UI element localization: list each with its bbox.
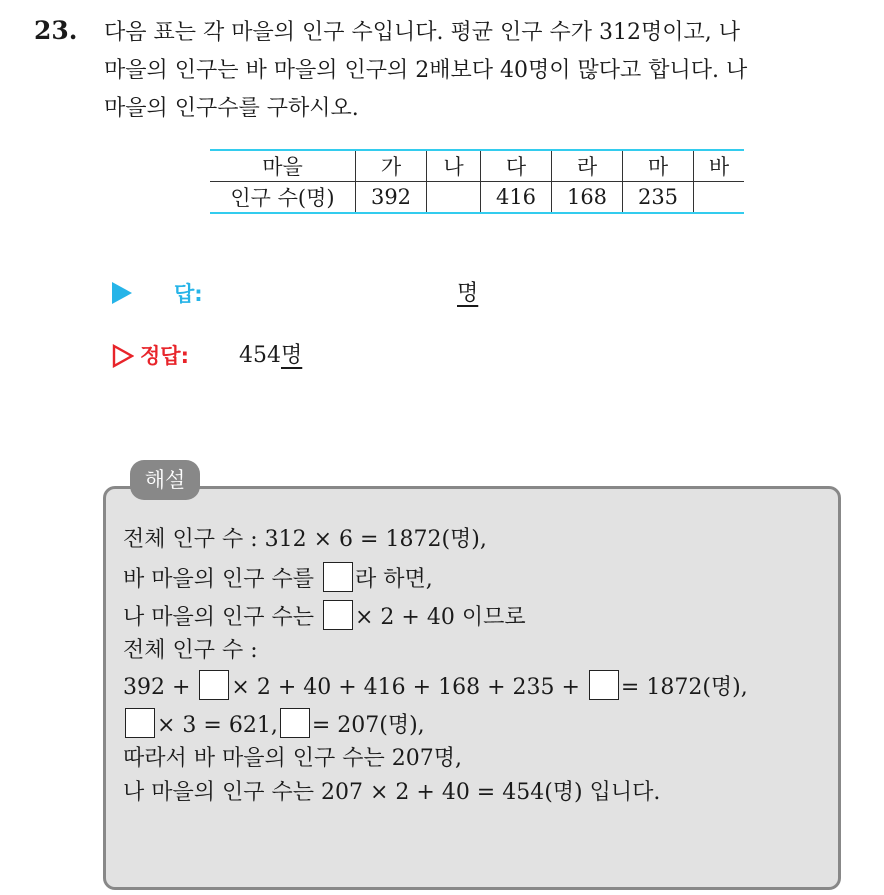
explanation-text: × 2 + 40 이므로	[355, 605, 526, 630]
table-header-row	[210, 150, 744, 182]
explanation-text: 라 하면,	[355, 567, 433, 592]
table-header-cell: 다	[481, 150, 552, 182]
correct-answer-unit: 명	[281, 343, 303, 368]
explanation-content	[123, 520, 833, 810]
table-header-cell: 마	[623, 150, 694, 182]
answer-unit: 명	[457, 281, 479, 306]
question-text	[104, 14, 874, 128]
table-cell	[694, 182, 745, 214]
table-header-cell: 마을	[210, 150, 356, 182]
explanation-text: 바 마을의 인구 수를	[123, 567, 314, 592]
outline-triangle-icon	[112, 344, 134, 368]
explanation-text: = 1872(명),	[620, 675, 748, 700]
explanation-line-4: 전체 인구 수 :	[123, 638, 258, 663]
blank-box	[589, 670, 619, 700]
table-cell: 392	[356, 182, 427, 214]
table-cell: 인구 수(명)	[210, 182, 356, 214]
correct-answer-number: 454	[239, 343, 281, 368]
table-cell: 168	[552, 182, 623, 214]
explanation-line-2	[123, 560, 833, 600]
answer-label: 답:	[174, 282, 203, 306]
explanation-tab: 해설	[130, 460, 200, 500]
table-header-cell: 라	[552, 150, 623, 182]
table-row	[210, 182, 744, 214]
table-cell	[427, 182, 481, 214]
table-header-cell: 나	[427, 150, 481, 182]
blank-box	[323, 600, 353, 630]
correct-answer-value	[239, 338, 302, 369]
population-table	[210, 149, 744, 214]
question-line-2: 마을의 인구는 바 마을의 인구의 2배보다 40명이 많다고 합니다. 나	[104, 58, 748, 83]
explanation-text: = 207(명),	[311, 713, 425, 738]
explanation-line-8: 나 마을의 인구 수는 207 × 2 + 40 = 454(명) 입니다.	[123, 780, 661, 805]
blank-box	[199, 670, 229, 700]
table-header-cell: 가	[356, 150, 427, 182]
blank-box	[125, 708, 155, 738]
explanation-text: × 3 = 621,	[157, 713, 278, 738]
blank-box	[323, 562, 353, 592]
explanation-line-1: 전체 인구 수 : 312 × 6 = 1872(명),	[123, 527, 487, 552]
question-number: 23.	[34, 16, 78, 45]
blank-box	[280, 708, 310, 738]
explanation-text: 392 +	[123, 675, 191, 700]
explanation-line-3	[123, 600, 833, 634]
filled-triangle-icon	[112, 282, 132, 304]
table-cell: 235	[623, 182, 694, 214]
table-header-cell: 바	[694, 150, 745, 182]
correct-answer-label: 정답:	[140, 344, 189, 368]
explanation-line-5	[123, 668, 833, 708]
explanation-text: 나 마을의 인구 수는	[123, 605, 314, 630]
table-cell: 416	[481, 182, 552, 214]
explanation-line-7: 따라서 바 마을의 인구 수는 207명,	[123, 746, 462, 771]
question-line-1: 다음 표는 각 마을의 인구 수입니다. 평균 인구 수가 312명이고, 나	[104, 20, 740, 45]
explanation-line-6	[123, 708, 833, 742]
question-line-3: 마을의 인구수를 구하시오.	[104, 96, 359, 121]
explanation-text: × 2 + 40 + 416 + 168 + 235 +	[231, 675, 580, 700]
